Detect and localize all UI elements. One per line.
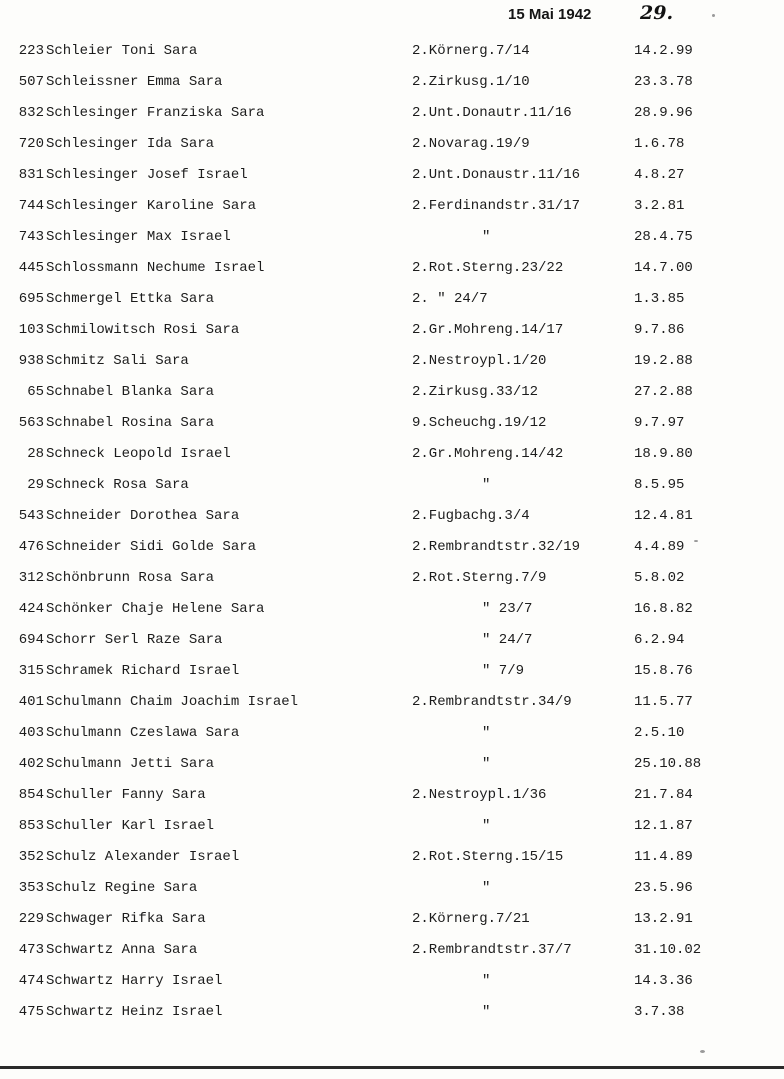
table-row — [0, 904, 784, 935]
table-row — [0, 67, 784, 98]
address: 2.Rembrandtstr.37/7 — [412, 942, 572, 958]
table-row — [0, 842, 784, 873]
person-name: Schlesinger Karoline Sara — [46, 198, 257, 214]
birth-date: 14.3.36 — [634, 973, 693, 989]
record-number: 28 — [27, 446, 44, 462]
table-row — [0, 780, 784, 811]
record-number: 223 — [18, 43, 44, 59]
person-name: Schlesinger Josef Israel — [46, 167, 248, 183]
table-row — [0, 594, 784, 625]
person-name: Schnabel Blanka Sara — [46, 384, 215, 400]
address: 2.Rot.Sterng.15/15 — [412, 849, 564, 865]
address: " 23/7 — [482, 601, 533, 617]
address: " — [482, 818, 491, 834]
address: 2.Zirkusg.1/10 — [412, 74, 530, 90]
person-name: Schmitz Sali Sara — [46, 353, 189, 369]
person-name: Schlesinger Franziska Sara — [46, 105, 265, 121]
person-name: Schlesinger Max Israel — [46, 229, 231, 245]
record-number: 315 — [18, 663, 44, 679]
record-number: 353 — [18, 880, 44, 896]
person-name: Schulmann Czeslawa Sara — [46, 725, 240, 741]
birth-date: 28.4.75 — [634, 229, 693, 245]
table-row — [0, 408, 784, 439]
table-row — [0, 625, 784, 656]
birth-date: 11.4.89 — [634, 849, 693, 865]
person-name: Schleier Toni Sara — [46, 43, 198, 59]
person-name: Schwartz Anna Sara — [46, 942, 198, 958]
table-row — [0, 377, 784, 408]
birth-date: 1.3.85 — [634, 291, 685, 307]
birth-date: 23.5.96 — [634, 880, 693, 896]
record-number: 832 — [18, 105, 44, 121]
table-row — [0, 284, 784, 315]
record-number: 475 — [18, 1004, 44, 1020]
address: " — [482, 973, 491, 989]
address: 2.Unt.Donautr.11/16 — [412, 105, 572, 121]
address: " 7/9 — [482, 663, 525, 679]
table-row — [0, 98, 784, 129]
table-row — [0, 315, 784, 346]
paper-speck — [700, 1050, 705, 1053]
person-name: Schneider Sidi Golde Sara — [46, 539, 257, 555]
birth-date: 18.9.80 — [634, 446, 693, 462]
record-number: 445 — [18, 260, 44, 276]
address: 9.Scheuchg.19/12 — [412, 415, 547, 431]
birth-date: 12.1.87 — [634, 818, 693, 834]
table-row — [0, 966, 784, 997]
address: 2.Rot.Sterng.7/9 — [412, 570, 547, 586]
person-name: Schlesinger Ida Sara — [46, 136, 215, 152]
birth-date: 13.2.91 — [634, 911, 693, 927]
record-number: 695 — [18, 291, 44, 307]
address: 2.Zirkusg.33/12 — [412, 384, 539, 400]
record-number: 938 — [18, 353, 44, 369]
birth-date: 16.8.82 — [634, 601, 693, 617]
birth-date: 28.9.96 — [634, 105, 693, 121]
person-name: Schmilowitsch Rosi Sara — [46, 322, 240, 338]
address: 2. " 24/7 — [412, 291, 488, 307]
person-name: Schönker Chaje Helene Sara — [46, 601, 265, 617]
birth-date: 3.7.38 — [634, 1004, 685, 1020]
table-row — [0, 997, 784, 1028]
table-row — [0, 501, 784, 532]
birth-date: 9.7.86 — [634, 322, 685, 338]
record-number: 312 — [18, 570, 44, 586]
record-number: 507 — [18, 74, 44, 90]
table-row — [0, 253, 784, 284]
person-list — [0, 36, 784, 1028]
birth-date: 12.4.81 — [634, 508, 693, 524]
table-row — [0, 935, 784, 966]
record-number: 854 — [18, 787, 44, 803]
table-row — [0, 191, 784, 222]
table-row — [0, 563, 784, 594]
record-number: 29 — [27, 477, 44, 493]
person-name: Schwager Rifka Sara — [46, 911, 206, 927]
address: 2.Ferdinandstr.31/17 — [412, 198, 581, 214]
record-number: 743 — [18, 229, 44, 245]
birth-date: 9.7.97 — [634, 415, 685, 431]
person-name: Schramek Richard Israel — [46, 663, 240, 679]
header-date: 15 Mai 1942 — [508, 6, 592, 23]
record-number: 853 — [18, 818, 44, 834]
birth-date: 11.5.77 — [634, 694, 693, 710]
birth-date: 14.2.99 — [634, 43, 693, 59]
address: " — [482, 477, 491, 493]
table-row — [0, 749, 784, 780]
birth-date: 5.8.02 — [634, 570, 685, 586]
birth-date: 27.2.88 — [634, 384, 693, 400]
address: 2.Unt.Donaustr.11/16 — [412, 167, 581, 183]
person-name: Schulmann Jetti Sara — [46, 756, 215, 772]
birth-date: 8.5.95 — [634, 477, 685, 493]
birth-date: 21.7.84 — [634, 787, 693, 803]
page-number: 29. — [640, 2, 674, 24]
address: 2.Novarag.19/9 — [412, 136, 530, 152]
record-number: 403 — [18, 725, 44, 741]
person-name: Schmergel Ettka Sara — [46, 291, 215, 307]
table-row — [0, 718, 784, 749]
bottom-edge-line — [0, 1066, 784, 1069]
person-name: Schneck Leopold Israel — [46, 446, 231, 462]
record-number: 103 — [18, 322, 44, 338]
table-row — [0, 129, 784, 160]
record-number: 543 — [18, 508, 44, 524]
record-number: 720 — [18, 136, 44, 152]
person-name: Schulmann Chaim Joachim Israel — [46, 694, 299, 710]
birth-date: 3.2.81 — [634, 198, 685, 214]
table-row — [0, 470, 784, 501]
address: 2.Fugbachg.3/4 — [412, 508, 530, 524]
table-row — [0, 532, 784, 563]
person-name: Schulz Regine Sara — [46, 880, 198, 896]
address: 2.Nestroypl.1/20 — [412, 353, 547, 369]
address: 2.Gr.Mohreng.14/42 — [412, 446, 564, 462]
table-row — [0, 656, 784, 687]
record-number: 744 — [18, 198, 44, 214]
person-name: Schwartz Heinz Israel — [46, 1004, 223, 1020]
record-number: 474 — [18, 973, 44, 989]
record-number: 352 — [18, 849, 44, 865]
birth-date: 15.8.76 — [634, 663, 693, 679]
record-number: 694 — [18, 632, 44, 648]
record-number: 563 — [18, 415, 44, 431]
record-number: 473 — [18, 942, 44, 958]
record-number: 476 — [18, 539, 44, 555]
person-name: Schlossmann Nechume Israel — [46, 260, 265, 276]
table-row — [0, 439, 784, 470]
record-number: 401 — [18, 694, 44, 710]
birth-date: 19.2.88 — [634, 353, 693, 369]
person-name: Schneider Dorothea Sara — [46, 508, 240, 524]
address: 2.Körnerg.7/21 — [412, 911, 530, 927]
address: 2.Rembrandtstr.32/19 — [412, 539, 581, 555]
table-row — [0, 346, 784, 377]
address: 2.Gr.Mohreng.14/17 — [412, 322, 564, 338]
paper-speck — [712, 14, 715, 17]
person-name: Schwartz Harry Israel — [46, 973, 223, 989]
person-name: Schuller Karl Israel — [46, 818, 215, 834]
birth-date: 23.3.78 — [634, 74, 693, 90]
record-number: 229 — [18, 911, 44, 927]
address: 2.Nestroypl.1/36 — [412, 787, 547, 803]
record-number: 65 — [27, 384, 44, 400]
address: 2.Rembrandtstr.34/9 — [412, 694, 572, 710]
address: 2.Körnerg.7/14 — [412, 43, 530, 59]
person-name: Schleissner Emma Sara — [46, 74, 223, 90]
birth-date: 14.7.00 — [634, 260, 693, 276]
birth-date: 4.4.89 — [634, 539, 685, 555]
person-name: Schorr Serl Raze Sara — [46, 632, 223, 648]
address: 2.Rot.Sterng.23/22 — [412, 260, 564, 276]
record-number: 831 — [18, 167, 44, 183]
person-name: Schuller Fanny Sara — [46, 787, 206, 803]
person-name: Schönbrunn Rosa Sara — [46, 570, 215, 586]
birth-date: 6.2.94 — [634, 632, 685, 648]
person-name: Schnabel Rosina Sara — [46, 415, 215, 431]
table-row — [0, 160, 784, 191]
record-number: 402 — [18, 756, 44, 772]
table-row — [0, 222, 784, 253]
birth-date: 4.8.27 — [634, 167, 685, 183]
birth-date: 25.10.88 — [634, 756, 702, 772]
table-row — [0, 36, 784, 67]
record-number: 424 — [18, 601, 44, 617]
address: " — [482, 880, 491, 896]
person-name: Schneck Rosa Sara — [46, 477, 189, 493]
table-row — [0, 873, 784, 904]
table-row — [0, 687, 784, 718]
address: " — [482, 1004, 491, 1020]
address: " — [482, 756, 491, 772]
paper-speck — [694, 540, 698, 542]
table-row — [0, 811, 784, 842]
person-name: Schulz Alexander Israel — [46, 849, 240, 865]
address: " — [482, 725, 491, 741]
address: " 24/7 — [482, 632, 533, 648]
address: " — [482, 229, 491, 245]
birth-date: 31.10.02 — [634, 942, 702, 958]
birth-date: 2.5.10 — [634, 725, 685, 741]
birth-date: 1.6.78 — [634, 136, 685, 152]
